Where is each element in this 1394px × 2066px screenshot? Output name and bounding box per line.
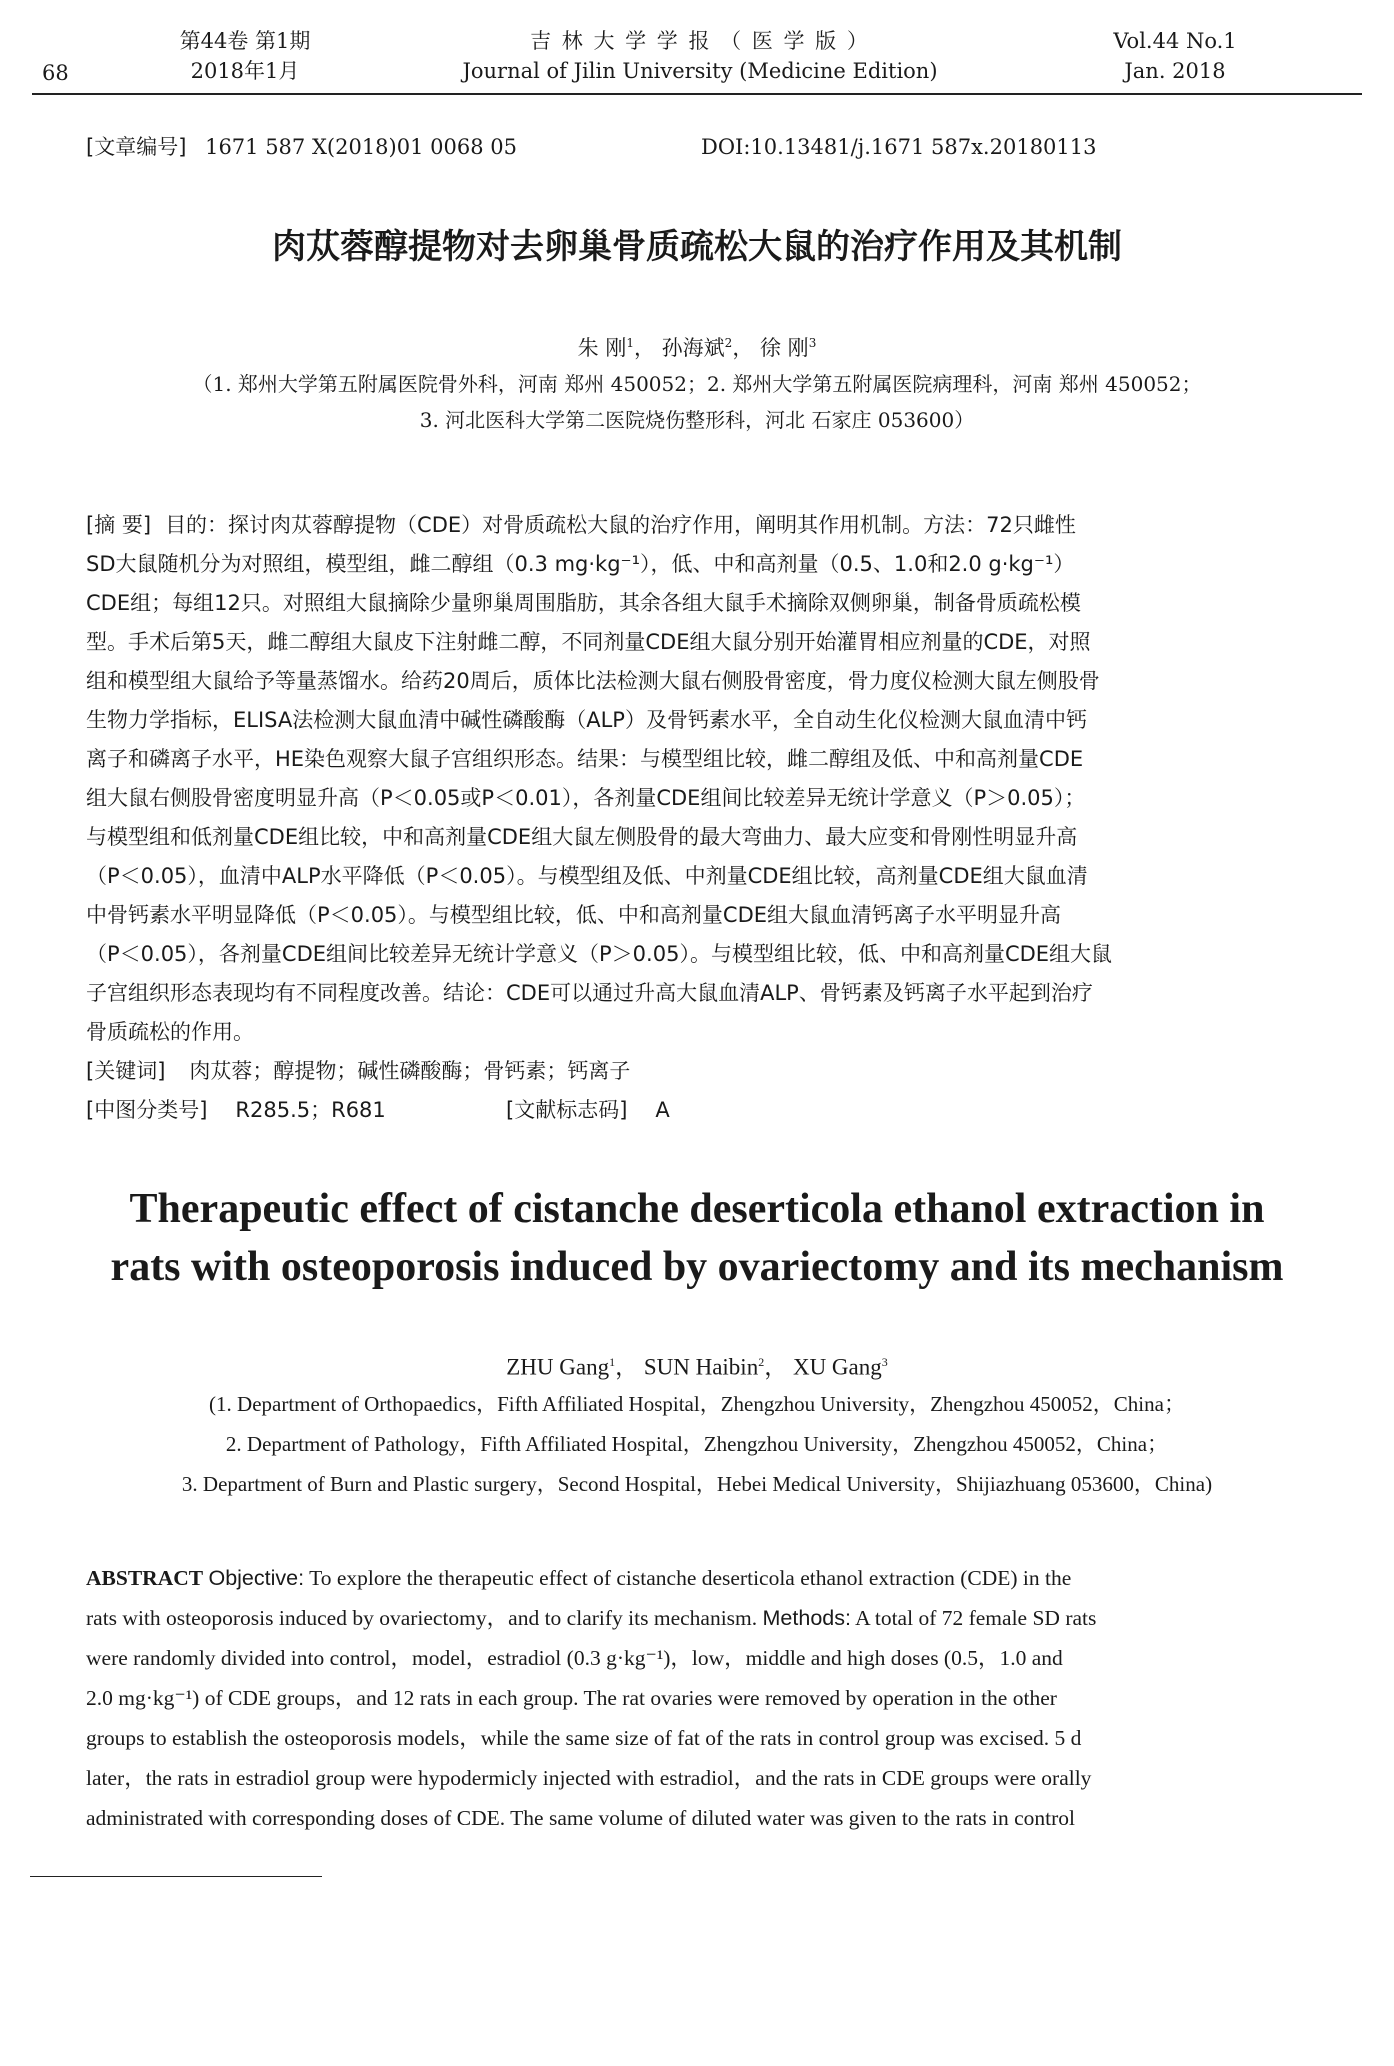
title-en-line-1: Therapeutic effect of cistanche deserticola ethanol extraction in	[129, 1186, 1265, 1232]
abstract-cn-line: 组和模型组大鼠给予等量蒸馏水。给药20周后，质体比法检测大鼠右侧股骨密度，骨力度仪检测大鼠左侧股骨	[86, 669, 1100, 693]
author-en-1-affil: 1	[609, 1355, 616, 1369]
authors-cn: 朱 刚$^1$， 孙海斌$^2$， 徐 刚$^3$	[577, 336, 817, 360]
objective-label: Objective:	[208, 1566, 305, 1590]
document-code	[506, 1091, 670, 1130]
title-en-line-2: rats with osteoporosis induced by ovariectomy and its mechanism	[110, 1244, 1284, 1290]
abstract-cn-text: 目的：探讨肉苁蓉醇提物（CDE）对骨质疏松大鼠的治疗作用，阐明其作用机制。方法：72只雌性	[165, 513, 1076, 537]
header-rule	[32, 93, 1362, 95]
affiliation-en-line-1: (1. Department of Orthopaedics，Fifth Affiliated Hospital，Zhengzhou University，Zhengzhou 450052，China；	[209, 1392, 1185, 1416]
affiliation-cn-line-2: 3. 河北医科大学第二医院烧伤整形科，河北 石家庄 053600）	[419, 408, 975, 432]
document-code-value: A	[655, 1098, 670, 1122]
author-en-3-affil: 3	[881, 1355, 888, 1369]
abstract-cn-line: 中骨钙素水平明显降低（P＜0.05）。与模型组比较，低、中和高剂量CDE组大鼠血清钙离子水平明显升高	[86, 903, 1062, 927]
abstract-cn	[86, 506, 1314, 1130]
abstract-en	[86, 1558, 1314, 1838]
header-journal	[420, 26, 980, 86]
abstract-cn-label: [摘 要]	[86, 513, 152, 537]
abstract-en-line	[86, 1598, 1314, 1638]
article-number: 1671 587 Ⅹ(2018)01 0068 05	[205, 135, 517, 159]
abstract-cn-line: （P＜0.05），血清中ALP水平降低（P＜0.05）。与模型组及低、中剂量CDE组比较，高剂量CDE组大鼠血清	[86, 864, 1088, 888]
date-cn: 2018年1月	[190, 59, 300, 83]
abstract-en-text: A total of 72 female SD rats	[850, 1606, 1097, 1630]
page-number: 68	[42, 61, 69, 85]
author-en-3: XU Gang	[792, 1354, 882, 1380]
volume-issue-cn: 第44卷 第1期	[179, 29, 311, 53]
author-en-2: SUN Haibin	[643, 1354, 759, 1380]
volume-issue-en: Vol.44 No.1	[1113, 29, 1237, 53]
authors-en: ZHU Gang$^1$， SUN Haibin$^2$， XU Gang$^3$	[506, 1354, 888, 1380]
affiliation-en-line-2: 2. Department of Pathology，Fifth Affiliated Hospital，Zhengzhou University，Zhengzhou 450052，China；	[225, 1432, 1169, 1456]
keywords-cn-label: [关键词]	[86, 1059, 166, 1083]
abstract-en-text: rats with osteoporosis induced by ovariectomy，and to clarify its mechanism.	[86, 1606, 763, 1630]
footnote-rule	[30, 1876, 322, 1877]
journal-name-cn: 吉 林 大 学 学 报 （ 医 学 版 ）	[530, 29, 870, 53]
header-volume-cn	[130, 26, 360, 86]
classification-line	[86, 1091, 1314, 1130]
journal-name-en: Journal of Jilin University (Medicine Edition)	[462, 59, 938, 83]
abstract-en-text: To explore the therapeutic effect of cistanche deserticola ethanol extraction (CDE) in the	[304, 1566, 1072, 1590]
date-en: Jan. 2018	[1124, 59, 1226, 83]
abstract-cn-line: 生物力学指标，ELISA法检测大鼠血清中碱性磷酸酶（ALP）及骨钙素水平，全自动生化仪检测大鼠血清中钙	[86, 708, 1087, 732]
abstract-en-line: were randomly divided into control，model，estradiol (0.3 g·kg⁻¹)，low，middle and high doses (0.5，1.0 and	[86, 1646, 1063, 1670]
abstract-cn-line: （P＜0.05），各剂量CDE组间比较差异无统计学意义（P＞0.05）。与模型组比较，低、中和高剂量CDE组大鼠	[86, 942, 1113, 966]
abstract-cn-line: 组大鼠右侧股骨密度明显升高（P＜0.05或P＜0.01），各剂量CDE组间比较差异无统计学意义（P＞0.05）；	[86, 786, 1086, 810]
article-number-label: [文章编号]	[86, 135, 187, 159]
author-cn-3: 徐 刚	[760, 336, 809, 360]
author-cn-2-affil: 2	[724, 336, 733, 350]
abstract-cn-line: 骨质疏松的作用。	[86, 1020, 254, 1044]
abstract-cn-line: SD大鼠随机分为对照组，模型组，雌二醇组（0.3 mg·kg⁻¹），低、中和高剂量（0.5、1.0和2.0 g·kg⁻¹）	[86, 552, 1075, 576]
title-cn: 肉苁蓉醇提物对去卵巢骨质疏松大鼠的治疗作用及其机制	[272, 227, 1122, 267]
abstract-en-line: later，the rats in estradiol group were hypodermicly injected with estradiol，and the rats in CDE groups were orally	[86, 1766, 1092, 1790]
author-cn-3-affil: 3	[808, 336, 817, 350]
abstract-en-line: groups to establish the osteoporosis models，while the same size of fat of the rats in control group was excised. 5 d	[86, 1726, 1082, 1750]
classification-label: [中图分类号]	[86, 1098, 208, 1122]
methods-label: Methods:	[762, 1606, 851, 1630]
abstract-cn-line: 离子和磷离子水平，HE染色观察大鼠子宫组织形态。结果：与模型组比较，雌二醇组及低、中和高剂量CDE	[86, 747, 1084, 771]
affiliation-cn-line-1: （1. 郑州大学第五附属医院骨外科，河南 郑州 450052；2. 郑州大学第五附属医院病理科，河南 郑州 450052；	[192, 372, 1202, 396]
header-volume-en	[1060, 26, 1290, 86]
abstract-cn-line	[86, 506, 1314, 545]
abstract-en-label: ABSTRACT	[86, 1566, 204, 1590]
abstract-en-line	[86, 1558, 1314, 1598]
keywords-cn-text: 肉苁蓉；醇提物；碱性磷酸酶；骨钙素；钙离子	[189, 1059, 631, 1083]
author-en-2-affil: 2	[758, 1355, 765, 1369]
abstract-cn-line: CDE组；每组12只。对照组大鼠摘除少量卵巢周围脂肪，其余各组大鼠手术摘除双侧卵巢，制备骨质疏松模	[86, 591, 1081, 615]
author-cn-2: 孙海斌	[661, 336, 725, 360]
doi: DOI:10.13481/j.1671 587x.20180113	[701, 135, 1097, 159]
keywords-cn	[86, 1052, 1314, 1091]
abstract-en-line: 2.0 mg·kg⁻¹) of CDE groups，and 12 rats in each group. The rat ovaries were removed by operation in the other	[86, 1686, 1057, 1710]
article-meta	[86, 132, 1336, 162]
author-cn-1: 朱 刚	[577, 336, 627, 360]
affiliations-en	[40, 1384, 1354, 1504]
abstract-en-line: administrated with corresponding doses of CDE. The same volume of diluted water was given to the rats in control	[86, 1806, 1075, 1830]
affiliation-en-line-3: 3. Department of Burn and Plastic surgery，Second Hospital，Hebei Medical University，Shijiazhuang 053600，China)	[181, 1472, 1213, 1496]
title-en	[0, 1180, 1394, 1296]
abstract-cn-line: 子宫组织形态表现均有不同程度改善。结论：CDE可以通过升高大鼠血清ALP、骨钙素及钙离子水平起到治疗	[86, 981, 1093, 1005]
author-cn-1-affil: 1	[626, 336, 634, 350]
classification-value: R285.5；R681	[235, 1098, 386, 1122]
abstract-cn-line: 与模型组和低剂量CDE组比较，中和高剂量CDE组大鼠左侧股骨的最大弯曲力、最大应变和骨刚性明显升高	[86, 825, 1078, 849]
author-en-1: ZHU Gang	[506, 1354, 610, 1380]
abstract-cn-line: 型。手术后第5天，雌二醇组大鼠皮下注射雌二醇，不同剂量CDE组大鼠分别开始灌胃相应剂量的CDE，对照	[86, 630, 1091, 654]
affiliations-cn	[60, 366, 1334, 438]
document-code-label: [文献标志码]	[506, 1098, 628, 1122]
